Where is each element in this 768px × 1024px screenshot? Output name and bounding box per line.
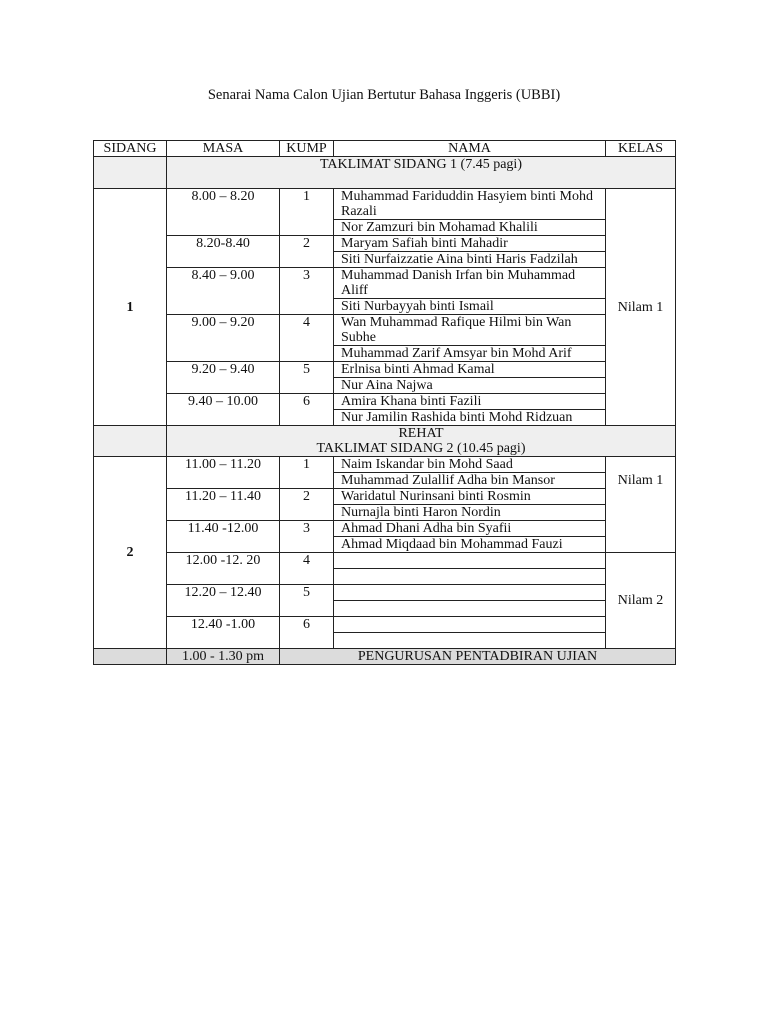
nama-cell <box>334 585 606 601</box>
table-row <box>94 489 676 505</box>
nama-cell: Siti Nurfaizzatie Aina binti Haris Fadzilah <box>334 252 606 268</box>
document-title: Senarai Nama Calon Ujian Bertutur Bahasa Inggeris (UBBI) <box>207 87 561 103</box>
masa-cell: 12.20 – 12.40 <box>167 585 280 617</box>
taklimat-1-row <box>94 157 676 189</box>
kelas-cell: Nilam 2 <box>606 553 676 649</box>
rehat-cell <box>167 426 676 457</box>
nama-cell: Muhammad Zarif Amsyar bin Mohd Arif <box>334 346 606 362</box>
nama-cell: Muhammad Zulallif Adha bin Mansor <box>334 473 606 489</box>
nama-cell: Nor Zamzuri bin Mohamad Khalili <box>334 220 606 236</box>
taklimat-1: TAKLIMAT SIDANG 1 (7.45 pagi) <box>167 157 676 189</box>
footer-blank <box>94 649 167 665</box>
footer-text: PENGURUSAN PENTADBIRAN UJIAN <box>280 649 676 665</box>
rehat-blank <box>94 426 167 457</box>
table-row <box>94 315 676 346</box>
schedule-table <box>93 140 676 665</box>
rehat-label: REHAT <box>398 426 444 441</box>
header-kelas: KELAS <box>606 141 676 157</box>
kump-cell: 1 <box>280 189 334 236</box>
table-row <box>94 236 676 252</box>
masa-cell: 9.00 – 9.20 <box>167 315 280 362</box>
nama-cell <box>334 553 606 569</box>
masa-cell: 8.40 – 9.00 <box>167 268 280 315</box>
header-masa: MASA <box>167 141 280 157</box>
nama-cell: Erlnisa binti Ahmad Kamal <box>334 362 606 378</box>
taklimat-1-blank <box>94 157 167 189</box>
masa-cell: 12.00 -12. 20 <box>167 553 280 585</box>
header-nama: NAMA <box>334 141 606 157</box>
nama-cell <box>334 601 606 617</box>
masa-cell: 9.20 – 9.40 <box>167 362 280 394</box>
nama-cell: Wan Muhammad Rafique Hilmi bin Wan Subhe <box>334 315 606 346</box>
nama-cell: Nur Jamilin Rashida binti Mohd Ridzuan <box>334 410 606 426</box>
nama-cell: Nur Aina Najwa <box>334 378 606 394</box>
header-kump: KUMP <box>280 141 334 157</box>
table-row <box>94 189 676 220</box>
kump-cell: 2 <box>280 236 334 268</box>
masa-cell: 11.40 -12.00 <box>167 521 280 553</box>
kump-cell: 5 <box>280 362 334 394</box>
table-row <box>94 553 676 569</box>
nama-cell: Maryam Safiah binti Mahadir <box>334 236 606 252</box>
masa-cell: 11.20 – 11.40 <box>167 489 280 521</box>
masa-cell: 8.20-8.40 <box>167 236 280 268</box>
kump-cell: 3 <box>280 268 334 315</box>
table-row <box>94 617 676 633</box>
nama-cell: Muhammad Fariduddin Hasyiem binti Mohd Razali <box>334 189 606 220</box>
nama-cell <box>334 633 606 649</box>
kump-cell: 3 <box>280 521 334 553</box>
rehat-row <box>94 426 676 457</box>
masa-cell: 12.40 -1.00 <box>167 617 280 649</box>
kump-cell: 6 <box>280 394 334 426</box>
footer-masa: 1.00 - 1.30 pm <box>167 649 280 665</box>
nama-cell: Ahmad Dhani Adha bin Syafii <box>334 521 606 537</box>
table-row <box>94 457 676 473</box>
table-row <box>94 521 676 537</box>
nama-cell <box>334 617 606 633</box>
footer-row <box>94 649 676 665</box>
kump-cell: 1 <box>280 457 334 489</box>
nama-cell: Ahmad Miqdaad bin Mohammad Fauzi <box>334 537 606 553</box>
kump-cell: 2 <box>280 489 334 521</box>
kump-cell: 6 <box>280 617 334 649</box>
sidang-2-label: 2 <box>94 457 167 649</box>
kump-cell: 4 <box>280 553 334 585</box>
masa-cell: 8.00 – 8.20 <box>167 189 280 236</box>
taklimat-2: TAKLIMAT SIDANG 2 (10.45 pagi) <box>316 441 526 456</box>
table-row <box>94 394 676 410</box>
header-row <box>94 141 676 157</box>
nama-cell: Siti Nurbayyah binti Ismail <box>334 299 606 315</box>
nama-cell: Nurnajla binti Haron Nordin <box>334 505 606 521</box>
kump-cell: 5 <box>280 585 334 617</box>
header-sidang: SIDANG <box>94 141 167 157</box>
nama-cell: Waridatul Nurinsani binti Rosmin <box>334 489 606 505</box>
table-row <box>94 362 676 378</box>
sidang-1-label: 1 <box>94 189 167 426</box>
nama-cell <box>334 569 606 585</box>
kump-cell: 4 <box>280 315 334 362</box>
masa-cell: 11.00 – 11.20 <box>167 457 280 489</box>
nama-cell: Muhammad Danish Irfan bin Muhammad Aliff <box>334 268 606 299</box>
table-row <box>94 268 676 299</box>
kelas-cell: Nilam 1 <box>606 189 676 426</box>
masa-cell: 9.40 – 10.00 <box>167 394 280 426</box>
nama-cell: Naim Iskandar bin Mohd Saad <box>334 457 606 473</box>
nama-cell: Amira Khana binti Fazili <box>334 394 606 410</box>
table-row <box>94 585 676 601</box>
kelas-cell: Nilam 1 <box>606 457 676 553</box>
